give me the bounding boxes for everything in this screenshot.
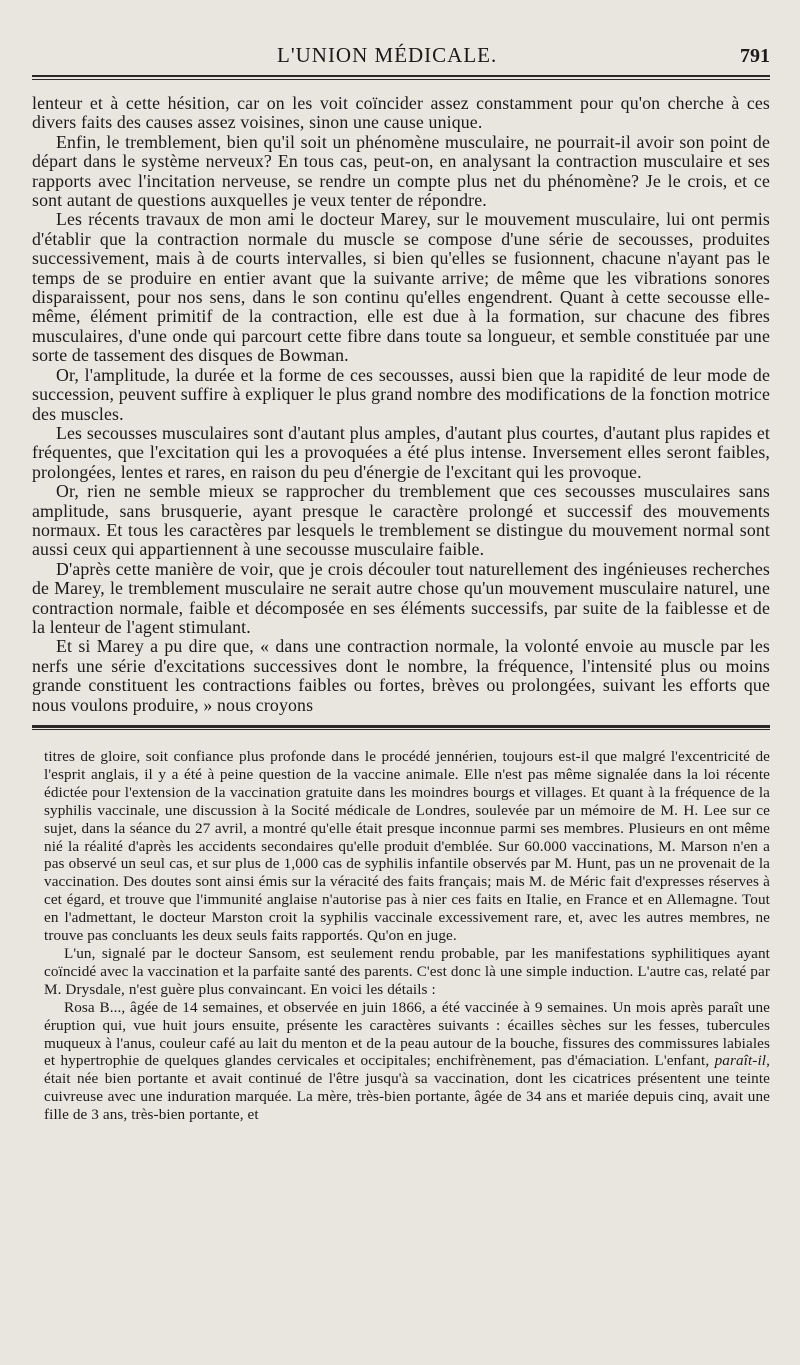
note-paragraph: titres de gloire, soit confiance plus profonde dans le procédé jennérien, toujours est-il que malgré l'excentricité de l'esprit anglais, il y a été à peine question de la vaccine animale. Elle n'est pas même signalée dans la loi récente édictée pour l'extension de la vaccination gratuite dans les moindres bourgs et villages. Et quant à la fréquence de la syphilis vaccinale, une discussion à la Socité médicale de Londres, soulevée par un mémoire de M. H. Lee sur ce sujet, dans la séance du 27 avril, a montré qu'elle était presque inconnue parmi ses membres. Plusieurs en ont même nié la réalité d'après les accidents secondaires qu'elle produit d'emblée. Sur 60.000 vaccinations, M. Marson n'en a pas observé un seul cas, et sur plus de 1,000 cas de syphilis infantile observés par M. Hunt, pas un ne provenait de la vaccination. Des doutes sont ainsi émis sur la véracité des faits français; mais M. de Méric fait d'expresses réserves à cet égard, et trouve que l'immunité anglaise n'autorise pas à nier ces faits en Italie, en France et en Allemagne. Tout en l'admettant, le docteur Marston croit la syphilis vaccinale excessivement rare, et, avec les autres membres, ne trouve pas concluants les deux seuls faits rapportés. Qu'on en juge. bbox=[44, 748, 770, 945]
paragraph: Enfin, le tremblement, bien qu'il soit un phénomène musculaire, ne pourrait-il avoir son point de départ dans le système nerveux? En tous cas, peut-on, en analysant la contraction musculaire et ses rapports avec l'incitation nerveuse, se rendre un compte plus net du phénomène? Je le crois, et ce sont autant de questions auxquelles je veux tenter de répondre. bbox=[32, 131, 770, 211]
note-text: était née bien portante et avait continué de l'être jusqu'à sa vaccination, dont les cicatrices présentent une teinte cuivreuse avec une induration marquée. La mère, très-bien portante, âgée de 34 ans et mariée depuis cinq, avait une fille de 3 ans, très-bien portante, et bbox=[44, 1070, 770, 1124]
paragraph: Or, l'amplitude, la durée et la forme de ces secousses, aussi bien que la rapidité de leur mode de succession, peuvent suffire à expliquer le plus grand nombre des modifications de la fonction motrice des muscles. bbox=[32, 364, 770, 424]
note-text: Rosa B..., âgée de 14 semaines, et observée en juin 1866, a été vaccinée à 9 semaines. Un mois après paraît une éruption qui, vue huit jours ensuite, présente les caractères suivants : écailles sèches sur les fesses, tubercules muqueux à l'anus, couleur café au lait du menton et de la peau autour de la bouche, fissures des commissures labiales et hypertrophie de quelques glandes cervicales et occipitales; enchifrènement, pas d'émaciation. L'enfant, bbox=[44, 998, 770, 1070]
paragraph: Or, rien ne semble mieux se rapprocher du tremblement que ces secousses musculaires sans amplitude, sans brusquerie, ayant presque le caractère prolongé et successif des mouvements normaux. Et tous les caractères par lesquels le tremblement se distingue du mouvement normal sont aussi ceux qui appartiennent à une secousse musculaire faible. bbox=[32, 481, 770, 560]
note-text-italic: paraît-il, bbox=[714, 1052, 770, 1070]
page-number: 791 bbox=[740, 45, 770, 67]
note-paragraph bbox=[44, 999, 770, 1124]
journal-title: L'UNION MÉDICALE. bbox=[277, 43, 498, 67]
feuilleton-text bbox=[32, 748, 770, 1124]
paragraph: lenteur et à cette hésition, car on les voit coïncider assez constamment pour qu'on cherche à ces divers faits des causes assez voisines, sinon une cause unique. bbox=[32, 93, 770, 133]
paragraph: Les récents travaux de mon ami le docteur Marey, sur le mouvement musculaire, lui ont permis d'établir que la contraction normale du muscle se compose d'une série de secousses, produites successivement, mais à de courts intervalles, si bien qu'elles se fusionnent, chacune n'ayant pas le temps de se produire en entier avant que la suivante arrive; de même que les vibrations sonores disparaissent, pour nos sens, dans le son continu qu'elles engendrent. Quant à cette secousse elle-même, élément primitif de la contraction, elle est due à la formation, sur chacune des fibres musculaires, d'une onde qui parcourt cette fibre dans toute sa longueur, et semble constituée par une sorte de tassement des disques de Bowman. bbox=[32, 209, 770, 366]
paragraph: D'après cette manière de voir, que je crois découler tout naturellement des ingénieuses recherches de Marey, le tremblement musculaire ne serait autre chose qu'un mouvement musculaire naturel, une contraction normale, faible et décomposée en ses éléments successifs, par suite de la faiblesse et de la lenteur de l'agent stimulant. bbox=[32, 558, 770, 637]
running-header bbox=[32, 40, 770, 68]
main-text bbox=[32, 94, 770, 715]
note-paragraph: L'un, signalé par le docteur Sansom, est seulement rendu probable, par les manifestations syphilitiques ayant coïncidé avec la vaccination et la parfaite santé des parents. C'est donc là une simple induction. L'autre cas, relaté par M. Drysdale, n'est guère plus convaincant. En voici les détails : bbox=[44, 944, 770, 998]
feuilleton-rule bbox=[32, 725, 770, 730]
paragraph: Et si Marey a pu dire que, « dans une contraction normale, la volonté envoie au muscle par les nerfs une série d'excitations successives dont le nombre, la fréquence, l'intensité plus ou moins grande constituent les contractions faibles ou fortes, brèves ou prolongées, suivant les efforts que nous voulons produire, » nous croyons bbox=[32, 636, 770, 715]
header-rule bbox=[32, 75, 770, 80]
paragraph: Les secousses musculaires sont d'autant plus amples, d'autant plus courtes, d'autant plus rapides et fréquentes, que l'excitation qui les a provoquées a été plus intense. Inversement elles seront faibles, prolongées, lentes et rares, en raison du peu d'énergie de l'excitant qui les provoque. bbox=[32, 422, 770, 482]
